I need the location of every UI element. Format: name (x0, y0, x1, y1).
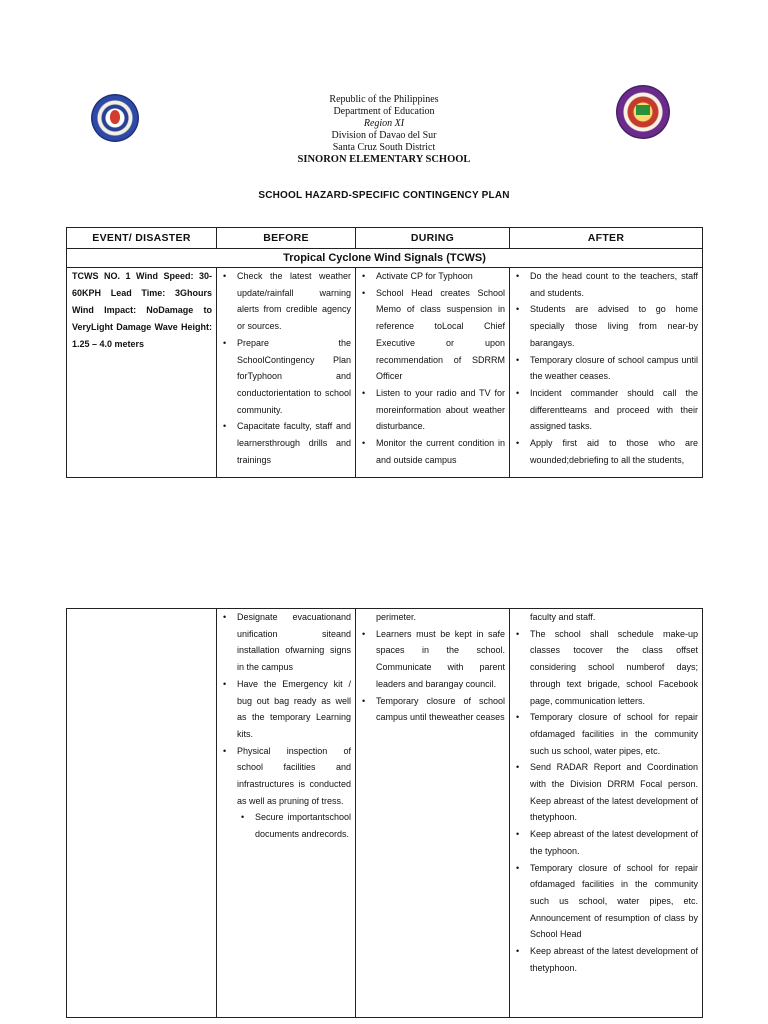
column-header-event: EVENT/ DISASTER (67, 228, 217, 249)
list-item: • School Head creates School Memo of class suspension in reference toLocal Chief Executive or upon recommendation of SDRRM Officer (376, 285, 505, 385)
table-row (67, 268, 703, 478)
list-item: • Prepare the SchoolContingency Plan forTyphoon and conductorientation to school community. (237, 335, 351, 419)
header-line-division: Division of Davao del Sur (331, 130, 437, 141)
list-item: • Keep abreast of the latest development of thetyphoon. (530, 943, 698, 976)
table-subheader-row (67, 249, 703, 268)
column-header-during: DURING (356, 228, 510, 249)
list-item: • Students are advised to go home specially those living from near-by barangays. (530, 301, 698, 351)
header-line-region: Region XI (363, 118, 405, 129)
deped-seal-icon (91, 94, 139, 142)
during-cell (356, 268, 510, 478)
contingency-table-page2 (66, 608, 703, 1018)
before-cell (217, 609, 356, 1018)
before-cell (217, 268, 356, 478)
list-item: • Temporary closure of school campus until theweather ceases (376, 693, 505, 726)
column-header-before: BEFORE (217, 228, 356, 249)
list-item: • Secure importantschool documents andrecords. (255, 809, 351, 842)
header-school-name: SINORON ELEMENTARY SCHOOL (297, 154, 471, 165)
list-item: • Send RADAR Report and Coordination with the Division DRRM Focal person. Keep abreast of the latest development of thetyphoon. (530, 759, 698, 826)
list-item: • Do the head count to the teachers, staff and students. (530, 268, 698, 301)
list-item: • Physical inspection of school facilities and infrastructures is conducted as well as pruning of tress. (237, 743, 351, 810)
list-item: • Temporary closure of school for repair ofdamaged facilities in the community such us school, water pipes, etc. (530, 709, 698, 759)
table-row (67, 609, 703, 1018)
continued-text: perimeter. (376, 612, 417, 622)
list-item: • Activate CP for Typhoon (376, 268, 505, 285)
list-item: • Have the Emergency kit / bug out bag ready as well as the temporary Learning kits. (237, 676, 351, 743)
document-title: SCHOOL HAZARD-SPECIFIC CONTINGENCY PLAN (258, 190, 510, 201)
school-seal-icon (616, 85, 670, 139)
list-item: • Capacitate faculty, staff and learnersthrough drills and trainings (237, 418, 351, 468)
list-item: • Temporary closure of school for repair ofdamaged facilities in the community such us school, water pipes, etc. Announcement of resumption of class by School Head (530, 860, 698, 944)
header-line-republic: Republic of the Philippines (329, 94, 439, 105)
list-item: • Learners must be kept in safe spaces in the school. Communicate with parent leaders and barangay council. (376, 626, 505, 693)
header-line-department: Department of Education (333, 106, 435, 117)
after-cell (510, 609, 703, 1018)
seal-book-icon (636, 105, 650, 115)
list-item: • Keep abreast of the latest development of the typhoon. (530, 826, 698, 859)
table-header-row (67, 228, 703, 249)
seal-torch-icon (110, 110, 120, 124)
contingency-table-page1 (66, 227, 703, 478)
list-item: • Monitor the current condition in and outside campus (376, 435, 505, 468)
list-item: • Check the latest weather update/rainfall warning alerts from credible agency or sources. (237, 268, 351, 335)
list-item: • Designate evacuationand unification siteand installation ofwarning signs in the campus (237, 609, 351, 676)
list-item: • The school shall schedule make-up classes tocover the class offset considering school numberof days; through text brigade, school Facebook page, communication letters. (530, 626, 698, 710)
list-item: • Listen to your radio and TV for moreinformation about weather disturbance. (376, 385, 505, 435)
during-cell (356, 609, 510, 1018)
event-cell-empty (67, 609, 217, 1018)
list-item: • Incident commander should call the differentteams and proceed with their assigned tasks. (530, 385, 698, 435)
continued-text: faculty and staff. (530, 612, 596, 622)
letterhead (180, 94, 588, 166)
list-item: • Temporary closure of school campus until the weather ceases. (530, 352, 698, 385)
list-item: • Apply first aid to those who are wounded;debriefing to all the students, (530, 435, 698, 468)
after-cell (510, 268, 703, 478)
column-header-after: AFTER (510, 228, 703, 249)
tcws-subheader: Tropical Cyclone Wind Signals (TCWS) (67, 249, 703, 268)
header-line-district: Santa Cruz South District (332, 142, 436, 153)
event-description: TCWS NO. 1 Wind Speed: 30-60KPH Lead Time: 3Ghours Wind Impact: NoDamage to VeryLight Damage Wave Height: 1.25 – 4.0 meters (67, 268, 217, 478)
